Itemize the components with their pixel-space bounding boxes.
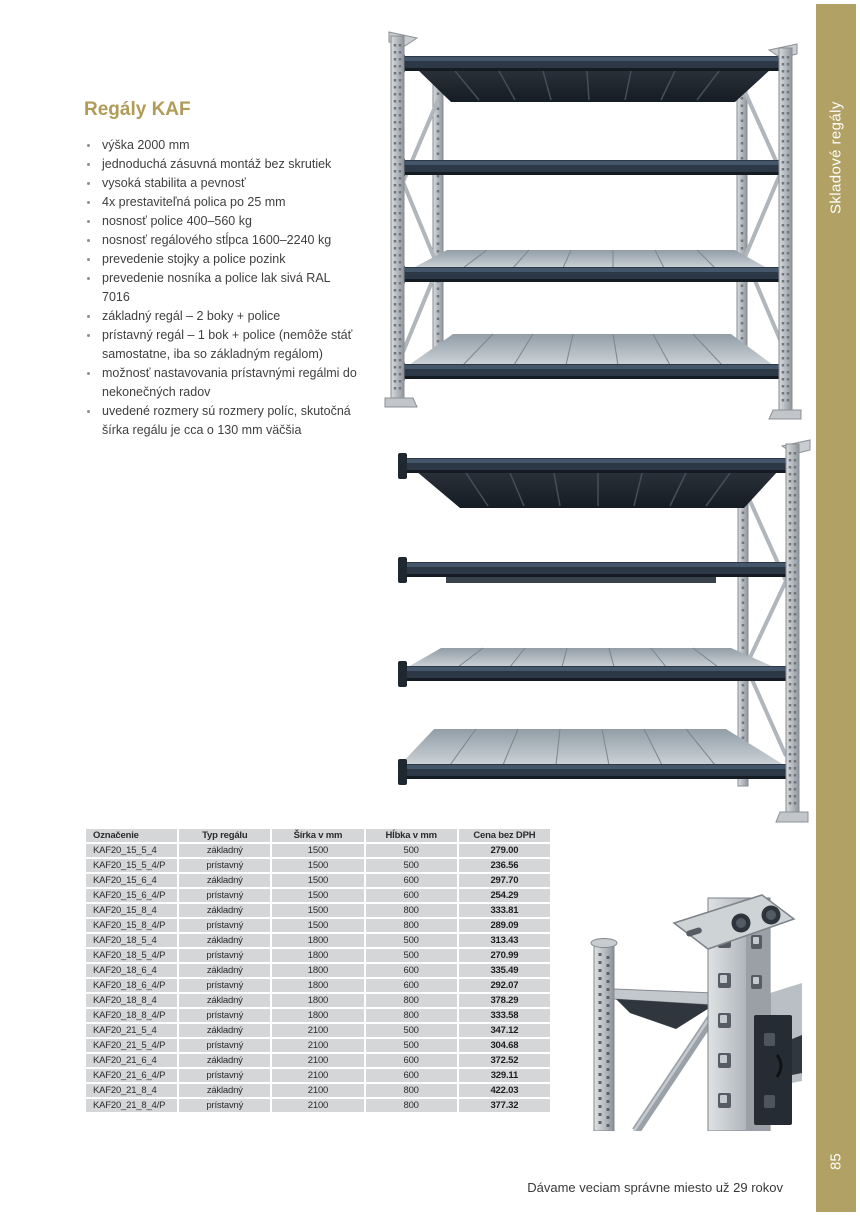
bullet-dot-icon	[87, 372, 90, 375]
table-cell: 500	[366, 1024, 457, 1037]
feature-item	[84, 231, 360, 250]
feature-text: nosnosť regálového stĺpca 1600–2240 kg	[102, 233, 332, 247]
table-cell: 1500	[272, 874, 363, 887]
table-cell: 372.52	[459, 1054, 550, 1067]
products-table-body	[86, 844, 550, 1112]
feature-item	[84, 269, 360, 307]
table-cell: 297.70	[459, 874, 550, 887]
table-cell: KAF20_21_5_4	[86, 1024, 177, 1037]
table-cell: základný	[179, 844, 270, 857]
bullet-dot-icon	[87, 410, 90, 413]
extension-rack-photo	[386, 426, 814, 824]
table-cell: základný	[179, 1054, 270, 1067]
table-cell: 500	[366, 949, 457, 962]
feature-text: uvedené rozmery sú rozmery políc, skutočná šírka regálu je cca o 130 mm väčšia	[102, 404, 351, 437]
table-header-cell: Hĺbka v mm	[366, 829, 457, 842]
table-cell: prístavný	[179, 949, 270, 962]
table-cell: KAF20_18_5_4	[86, 934, 177, 947]
table-cell: KAF20_18_8_4/P	[86, 1009, 177, 1022]
table-cell: KAF20_21_6_4/P	[86, 1069, 177, 1082]
table-cell: 1800	[272, 964, 363, 977]
feature-text: prevedenie stojky a police pozink	[102, 252, 286, 266]
table-cell: KAF20_18_6_4	[86, 964, 177, 977]
post-detail-illustration	[578, 843, 802, 1131]
table-cell: prístavný	[179, 979, 270, 992]
feature-text: prevedenie nosníka a police lak sivá RAL 7016	[102, 271, 331, 304]
table-cell: prístavný	[179, 1069, 270, 1082]
table-row	[86, 994, 550, 1007]
table-cell: 335.49	[459, 964, 550, 977]
table-cell: 600	[366, 1054, 457, 1067]
bullet-dot-icon	[87, 239, 90, 242]
table-header-row	[86, 829, 550, 842]
table-cell: 800	[366, 904, 457, 917]
bullet-dot-icon	[87, 258, 90, 261]
table-cell: 1500	[272, 844, 363, 857]
feature-text: základný regál – 2 boky + police	[102, 309, 281, 323]
basic-rack-illustration	[383, 22, 803, 420]
table-row	[86, 1099, 550, 1112]
table-cell: prístavný	[179, 859, 270, 872]
table-cell: 1500	[272, 859, 363, 872]
bullet-dot-icon	[87, 315, 90, 318]
table-cell: základný	[179, 1084, 270, 1097]
table-cell: 377.32	[459, 1099, 550, 1112]
table-cell: 1800	[272, 934, 363, 947]
feature-item	[84, 136, 360, 155]
feature-text: nosnosť police 400–560 kg	[102, 214, 252, 228]
table-cell: 279.00	[459, 844, 550, 857]
table-cell: 1500	[272, 919, 363, 932]
table-cell: 1800	[272, 979, 363, 992]
table-cell: prístavný	[179, 1099, 270, 1112]
table-cell: KAF20_18_5_4/P	[86, 949, 177, 962]
table-cell: 1500	[272, 904, 363, 917]
feature-text: možnosť nastavovania prístavnými regálmi do nekonečných radov	[102, 366, 357, 399]
bullet-dot-icon	[87, 163, 90, 166]
table-row	[86, 889, 550, 902]
table-cell: KAF20_18_6_4/P	[86, 979, 177, 992]
table-cell: 1800	[272, 949, 363, 962]
table-cell: základný	[179, 934, 270, 947]
table-cell: 600	[366, 979, 457, 992]
table-cell: 2100	[272, 1084, 363, 1097]
feature-item	[84, 364, 360, 402]
table-cell: 2100	[272, 1069, 363, 1082]
table-cell: 800	[366, 1009, 457, 1022]
page-title: Regály KAF	[84, 99, 191, 120]
bullet-dot-icon	[87, 201, 90, 204]
table-cell: KAF20_15_8_4	[86, 904, 177, 917]
bullet-dot-icon	[87, 182, 90, 185]
table-row	[86, 1054, 550, 1067]
table-cell: základný	[179, 1024, 270, 1037]
table-cell: 600	[366, 1069, 457, 1082]
table-row	[86, 1069, 550, 1082]
feature-item	[84, 326, 360, 364]
feature-item	[84, 250, 360, 269]
table-header-cell: Cena bez DPH	[459, 829, 550, 842]
table-cell: KAF20_18_8_4	[86, 994, 177, 1007]
feature-text: prístavný regál – 1 bok + police (nemôže stáť samostatne, iba so základným regálom)	[102, 328, 353, 361]
table-cell: 236.56	[459, 859, 550, 872]
table-cell: 500	[366, 934, 457, 947]
table-row	[86, 1024, 550, 1037]
feature-item	[84, 212, 360, 231]
table-cell: základný	[179, 904, 270, 917]
table-cell: 347.12	[459, 1024, 550, 1037]
table-cell: 600	[366, 889, 457, 902]
table-cell: 313.43	[459, 934, 550, 947]
bullet-dot-icon	[87, 144, 90, 147]
table-cell: KAF20_15_5_4	[86, 844, 177, 857]
table-cell: 2100	[272, 1099, 363, 1112]
table-header-cell: Typ regálu	[179, 829, 270, 842]
bullet-dot-icon	[87, 334, 90, 337]
table-cell: 329.11	[459, 1069, 550, 1082]
table-row	[86, 1039, 550, 1052]
table-row	[86, 934, 550, 947]
table-cell: 800	[366, 1084, 457, 1097]
feature-item	[84, 174, 360, 193]
table-cell: KAF20_15_5_4/P	[86, 859, 177, 872]
table-row	[86, 1009, 550, 1022]
table-cell: KAF20_15_6_4	[86, 874, 177, 887]
table-cell: 500	[366, 859, 457, 872]
basic-rack-photo	[383, 22, 803, 420]
feature-text: vysoká stabilita a pevnosť	[102, 176, 246, 190]
features-list	[84, 136, 360, 440]
section-label: Skladové regály	[827, 101, 845, 215]
feature-item	[84, 193, 360, 212]
table-cell: základný	[179, 964, 270, 977]
extension-rack-illustration	[386, 426, 814, 824]
table-cell: 254.29	[459, 889, 550, 902]
table-row	[86, 979, 550, 992]
table-cell: 270.99	[459, 949, 550, 962]
feature-text: výška 2000 mm	[102, 138, 190, 152]
table-cell: KAF20_15_8_4/P	[86, 919, 177, 932]
table-cell: 800	[366, 1099, 457, 1112]
table-cell: prístavný	[179, 919, 270, 932]
feature-text: 4x prestaviteľná polica po 25 mm	[102, 195, 286, 209]
table-cell: základný	[179, 874, 270, 887]
table-cell: prístavný	[179, 889, 270, 902]
table-cell: 1500	[272, 889, 363, 902]
table-cell: KAF20_15_6_4/P	[86, 889, 177, 902]
bullet-dot-icon	[87, 277, 90, 280]
table-header-cell: Označenie	[86, 829, 177, 842]
table-cell: 333.81	[459, 904, 550, 917]
table-cell: 600	[366, 964, 457, 977]
table-row	[86, 844, 550, 857]
footer-slogan: Dávame veciam správne miesto už 29 rokov	[527, 1180, 783, 1195]
table-cell: KAF20_21_6_4	[86, 1054, 177, 1067]
table-cell: 422.03	[459, 1084, 550, 1097]
table-cell: 304.68	[459, 1039, 550, 1052]
table-cell: 500	[366, 1039, 457, 1052]
table-cell: 1800	[272, 994, 363, 1007]
table-cell: KAF20_21_8_4	[86, 1084, 177, 1097]
products-table	[84, 827, 552, 1114]
products-table-head	[86, 829, 550, 842]
table-cell: prístavný	[179, 1039, 270, 1052]
table-cell: 292.07	[459, 979, 550, 992]
bullet-dot-icon	[87, 220, 90, 223]
table-cell: 378.29	[459, 994, 550, 1007]
table-row	[86, 904, 550, 917]
table-cell: 2100	[272, 1054, 363, 1067]
table-row	[86, 964, 550, 977]
table-row	[86, 919, 550, 932]
feature-item	[84, 155, 360, 174]
table-cell: 2100	[272, 1024, 363, 1037]
table-cell: KAF20_21_8_4/P	[86, 1099, 177, 1112]
table-cell: KAF20_21_5_4/P	[86, 1039, 177, 1052]
post-detail-photo	[578, 843, 802, 1131]
page-number: 85	[827, 1153, 845, 1171]
feature-item	[84, 402, 360, 440]
table-cell: 1800	[272, 1009, 363, 1022]
table-cell: základný	[179, 994, 270, 1007]
table-row	[86, 859, 550, 872]
feature-item	[84, 307, 360, 326]
table-row	[86, 949, 550, 962]
table-cell: 800	[366, 919, 457, 932]
table-row	[86, 874, 550, 887]
table-cell: 800	[366, 994, 457, 1007]
table-cell: 500	[366, 844, 457, 857]
table-header-cell: Šírka v mm	[272, 829, 363, 842]
table-cell: 333.58	[459, 1009, 550, 1022]
table-cell: 600	[366, 874, 457, 887]
table-cell: 2100	[272, 1039, 363, 1052]
table-cell: prístavný	[179, 1009, 270, 1022]
table-row	[86, 1084, 550, 1097]
table-cell: 289.09	[459, 919, 550, 932]
feature-text: jednoduchá zásuvná montáž bez skrutiek	[102, 157, 332, 171]
